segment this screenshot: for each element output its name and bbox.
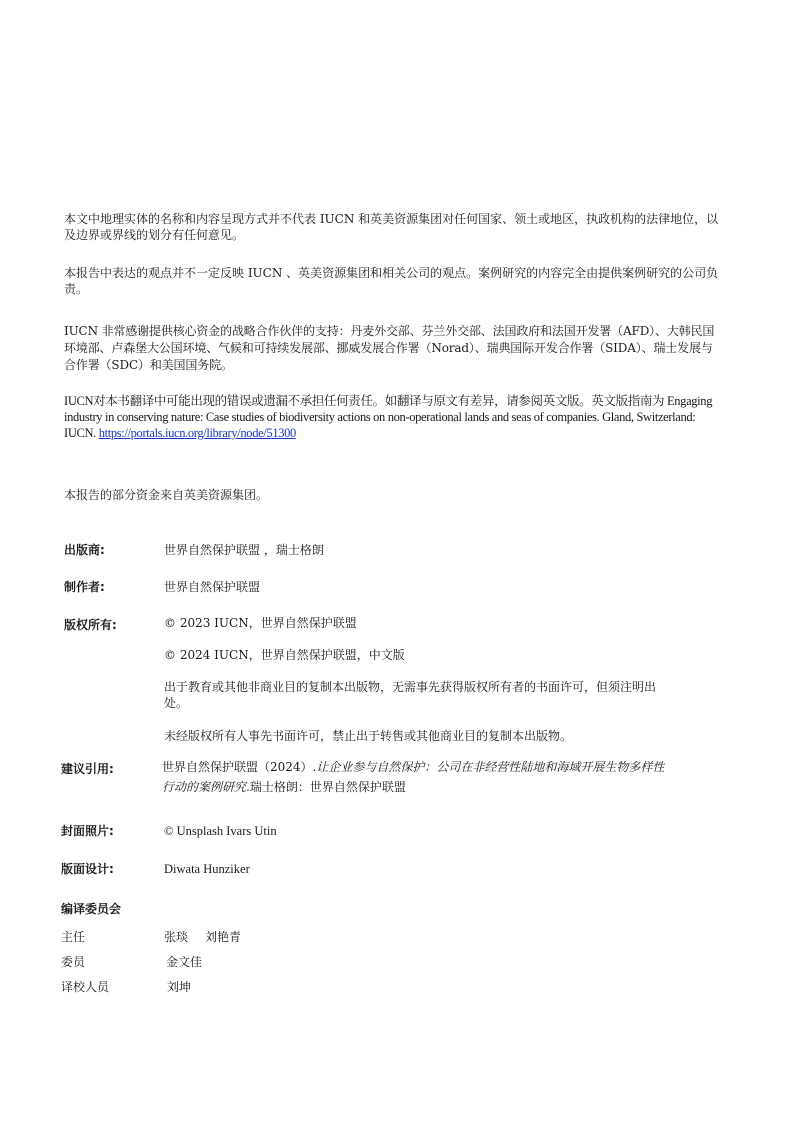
producer-value: 世界自然保护联盟 — [164, 580, 261, 594]
producer-label: 制作者: — [64, 580, 105, 594]
copyright-2024-chinese: © 2024 IUCN，世界自然保护联盟，中文版 — [164, 648, 405, 662]
translation-disclaimer-text: IUCN对本书翻译中可能出现的错误或遗漏不承担任何责任。如翻译与原文有差异，请参阅英文版。英文版指南为 Engaging industry in conserving nature: Case studies of biodiversity actions on non-operational lands and seas of companies. Gland, Switzerland: IUCN. — [64, 394, 713, 440]
layout-design-value: Diwata Hunziker — [164, 862, 250, 876]
committee-proofreader-name: 刘坤 — [167, 980, 192, 994]
publisher-value: 世界自然保护联盟 ，瑞士格朗 — [164, 543, 324, 557]
committee-proofreader-role: 译校人员 — [61, 980, 110, 994]
layout-design-label: 版面设计: — [61, 862, 114, 876]
copyright-reproduction-commercial: 未经版权所有人事先书面许可，禁止出于转售或其他商业目的复制本出版物。 — [164, 729, 573, 743]
copyright-2023: © 2023 IUCN，世界自然保护联盟 — [164, 616, 357, 630]
citation-suffix: 瑞士格朗：世界自然保护联盟 — [249, 780, 406, 794]
translation-disclaimer — [64, 393, 724, 441]
committee-member-role: 委员 — [61, 955, 86, 969]
committee-member-name: 金文佳 — [166, 955, 203, 969]
citation-title: 让企业参与自然保护：公司在非经营性陆地和海域开展生物多样性行动的案例研究. — [162, 760, 665, 794]
committee-chair-role: 主任 — [61, 930, 86, 944]
funding-statement: 本报告的部分资金来自英美资源集团。 — [64, 488, 269, 502]
funding-partners-acknowledgement: IUCN 非常感谢提供核心资金的战略合作伙伴的支持：丹麦外交部、芬兰外交部、法国政府和法国开发署（AFD）、大韩民国环境部、卢森堡大公国环境、气候和可持续发展部、挪威发展合作署（Norad）、瑞典国际开发合作署（SIDA）、瑞士发展与合作署（SDC）和美国国务院。 — [64, 324, 715, 372]
copyright-reproduction-noncommercial: 出于教育或其他非商业目的复制本出版物，无需事先获得版权所有者的书面许可，但须注明出处。 — [164, 680, 657, 710]
publisher-label: 出版商: — [64, 543, 105, 557]
geographic-disclaimer: 本文中地理实体的名称和内容呈现方式并不代表 IUCN 和英美资源集团对任何国家、领土或地区，执政机构的法律地位，以及边界或界线的划分有任何意见。 — [64, 212, 719, 242]
citation-value — [162, 757, 672, 797]
cover-photo-label: 封面照片: — [61, 824, 114, 838]
copyright-label: 版权所有: — [64, 618, 117, 632]
committee-chair-name-1: 张琰 — [164, 930, 189, 944]
views-disclaimer: 本报告中表达的观点并不一定反映 IUCN 、英美资源集团和相关公司的观点。案例研究的内容完全由提供案例研究的公司负责。 — [64, 266, 719, 296]
cover-photo-value: © Unsplash Ivars Utin — [164, 824, 277, 838]
citation-prefix: 世界自然保护联盟（2024）. — [162, 760, 317, 774]
english-version-link[interactable]: https://portals.iucn.org/library/node/51300 — [98, 426, 296, 440]
committee-title: 编译委员会 — [61, 902, 122, 916]
committee-chair-name-2: 刘艳青 — [205, 930, 242, 944]
citation-label: 建议引用: — [61, 762, 114, 776]
